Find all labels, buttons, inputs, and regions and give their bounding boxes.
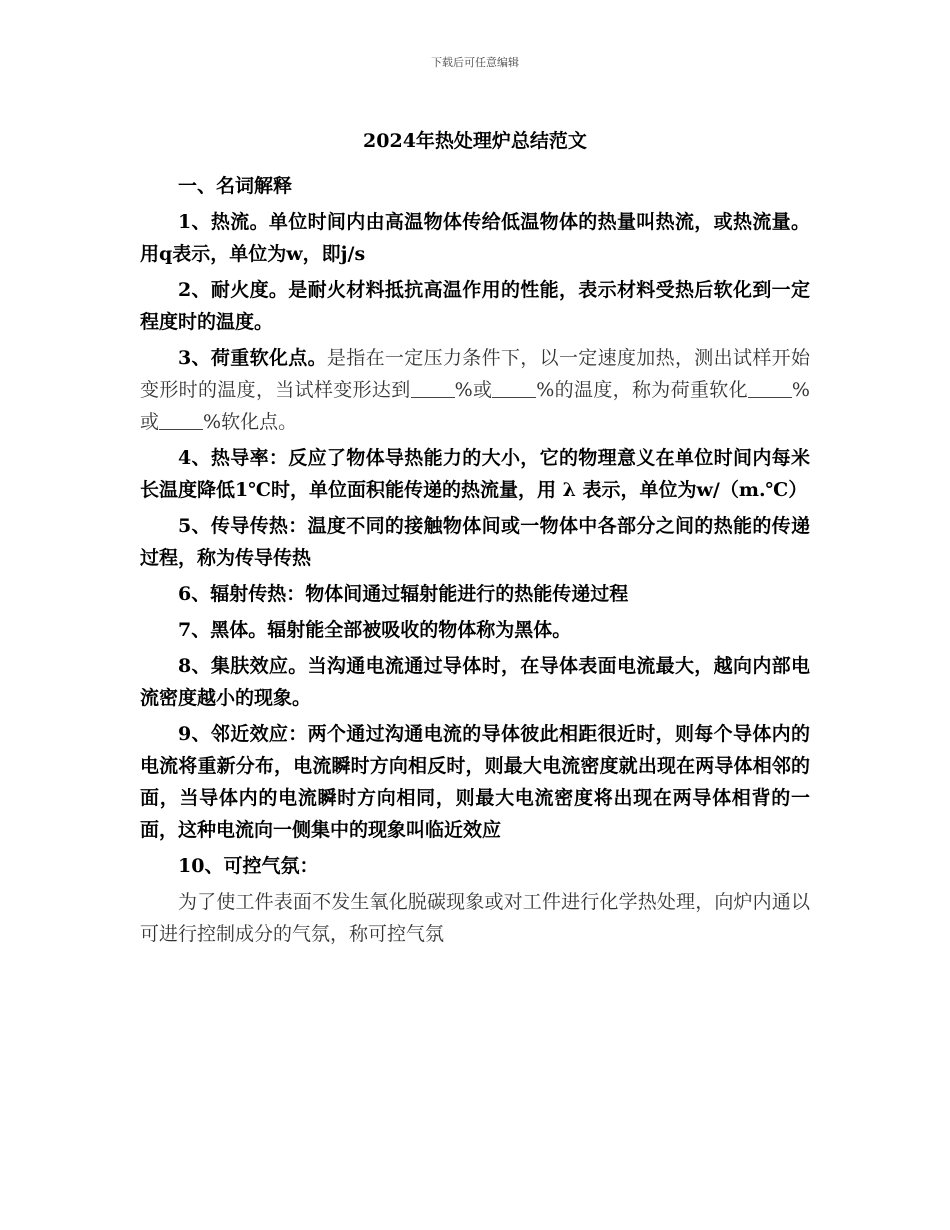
document-body: [140, 170, 810, 954]
fill-blank: [159, 411, 203, 430]
item-6: 6、辐射传热：物体间通过辐射能进行的热能传递过程: [178, 583, 629, 605]
document-title: 2024年热处理炉总结范文: [363, 130, 587, 152]
item-3-text-c: %的温度，称为荷重软化: [536, 379, 748, 401]
item-8: 8、集肤效应。当沟通电流通过导体时，在导体表面电流最大，越向内部电流密度越小的现象。: [140, 655, 810, 709]
page-header: 下载后可任意编辑: [431, 56, 519, 69]
item-3: [140, 342, 810, 438]
section-heading: 一、名词解释: [178, 175, 293, 197]
item-7: 7、黑体。辐射能全部被吸收的物体称为黑体。: [178, 619, 572, 641]
item-10: 10、可控气氛：: [178, 855, 319, 877]
item-5: 5、传导传热：温度不同的接触物体间或一物体中各部分之间的热能的传递过程，称为传导传热: [140, 515, 810, 569]
item-10-body: 为了使工件表面不发生氧化脱碳现象或对工件进行化学热处理，向炉内通以可进行控制成分的气氛，称可控气氛: [140, 891, 810, 945]
fill-blank: [492, 379, 536, 398]
item-3-text-b: %或: [454, 379, 493, 401]
item-3-text-d: %或: [140, 379, 810, 433]
fill-blank: [411, 379, 455, 398]
item-2: 2、耐火度。是耐火材料抵抗高温作用的性能，表示材料受热后软化到一定程度时的温度。: [140, 279, 810, 333]
item-9: 9、邻近效应：两个通过沟通电流的导体彼此相距很近时，则每个导体内的电流将重新分布，电流瞬时方向相反时，则最大电流密度就出现在两导体相邻的面，当导体内的电流瞬时方向相同，则最大电流密度将出现在两导体相背的一面，这种电流向一侧集中的现象叫临近效应: [140, 723, 810, 841]
item-3-text-a: 是指在一定压力条件下，以一定速度加热，测出试样开始变形时的温度，当试样变形达到: [140, 347, 810, 401]
item-4: 4、热导率：反应了物体导热能力的大小，它的物理意义在单位时间内每米长温度降低1℃时，单位面积能传递的热流量，用 λ 表示，单位为w/（m.℃）: [140, 447, 810, 501]
item-1: 1、热流。单位时间内由高温物体传给低温物体的热量叫热流，或热流量。用q表示，单位为w，即j/s: [140, 211, 810, 265]
fill-blank: [748, 379, 792, 398]
item-3-text-e: %软化点。: [203, 411, 298, 433]
item-3-label: 3、荷重软化点。: [178, 347, 327, 369]
